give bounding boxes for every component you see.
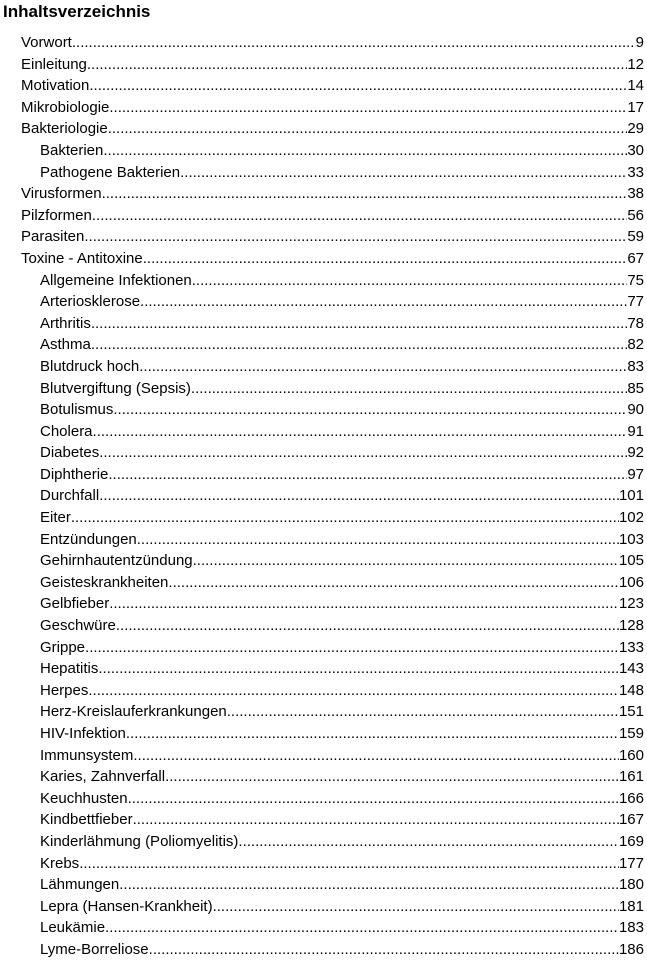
toc-entry-page-number: 91 [627,422,644,440]
toc-entry-page-number: 102 [618,509,644,527]
toc-entry-label: Parasiten [21,228,85,246]
toc-entry[interactable] [0,162,647,184]
toc-entry-page-number: 159 [618,725,644,742]
toc-entry-label: Gelbfieber [40,595,110,613]
toc-dot-leader [126,723,619,745]
toc-entry-page-number: 167 [618,811,644,829]
toc-dot-leader [91,334,627,356]
toc-entry[interactable] [0,745,647,767]
toc-entry[interactable] [0,75,647,97]
toc-entry-page-number: 169 [618,832,644,850]
toc-entry[interactable] [0,270,647,292]
toc-entry-label: Geschwüre [40,617,116,635]
toc-entry-page-number: 97 [627,465,644,483]
toc-entry-page-number: 123 [618,595,644,613]
toc-entry[interactable] [0,485,647,507]
toc-entry-label: Asthma [40,336,91,354]
toc-entry-page-number: 85 [627,379,644,397]
toc-entry-page-number: 75 [627,271,644,289]
toc-entry-page-number: 183 [618,919,644,937]
toc-list [0,32,647,961]
toc-entry[interactable] [0,97,647,119]
toc-entry-page-number: 30 [627,141,644,159]
toc-entry-page-number: 14 [627,77,644,95]
toc-dot-leader [191,378,627,400]
toc-entry[interactable] [0,507,647,529]
toc-dot-leader [99,485,619,507]
toc-dot-leader [87,54,627,76]
toc-entry[interactable] [0,313,647,335]
toc-dot-leader [88,680,619,702]
toc-entry-page-number: 101 [618,487,644,505]
toc-entry-page-number: 82 [627,336,644,354]
toc-dot-leader [108,464,627,486]
toc-entry-label: Durchfall [40,487,100,505]
toc-entry[interactable] [0,356,647,378]
toc-entry-label: Kindbettfieber [40,811,133,829]
toc-entry-label: Herpes [40,681,89,699]
toc-entry-label: Hepatitis [40,660,99,678]
toc-entry-label: Bakterien [40,141,104,159]
toc-entry-page-number: 83 [627,357,644,375]
toc-entry[interactable] [0,853,647,875]
toc-dot-leader [137,529,619,551]
toc-entry-label: Bakteriologie [21,120,108,138]
toc-entry-label: Mikrobiologie [21,98,110,116]
toc-entry-label: Diphtherie [40,465,109,483]
toc-entry[interactable] [0,593,647,615]
toc-entry-label: Eiter [40,509,71,527]
toc-dot-leader [193,550,619,572]
toc-entry-label: Geisteskrankheiten [40,573,169,591]
toc-entry-label: Blutvergiftung (Sepsis) [40,379,191,397]
toc-entry[interactable] [0,658,647,680]
toc-entry-label: Vorwort [21,34,72,51]
toc-entry[interactable] [0,939,647,961]
toc-dot-leader [238,831,619,853]
toc-dot-leader [143,248,628,270]
toc-entry-page-number: 78 [627,314,644,332]
toc-entry-page-number: 9 [635,34,644,51]
toc-entry-page-number: 29 [627,120,644,138]
toc-entry-page-number: 59 [627,228,644,246]
toc-entry-page-number: 77 [627,293,644,311]
toc-entry[interactable] [0,809,647,831]
toc-entry-label: Lähmungen [40,876,120,894]
toc-entry-page-number: 186 [618,940,644,958]
toc-entry-page-number: 38 [627,185,644,203]
toc-dot-leader [140,291,627,313]
toc-entry-page-number: 177 [618,854,644,872]
toc-entry-label: Botulismus [40,401,114,419]
toc-entry[interactable] [0,140,647,162]
toc-entry[interactable] [0,118,647,140]
toc-entry-page-number: 161 [618,768,644,786]
toc-entry-label: Immunsystem [40,746,134,764]
toc-entry[interactable] [0,896,647,918]
toc-dot-leader [227,701,619,723]
toc-entry[interactable] [0,291,647,313]
toc-entry-page-number: 33 [627,163,644,181]
toc-dot-leader [71,507,619,529]
toc-entry-page-number: 180 [618,876,644,894]
toc-entry-page-number: 166 [618,789,644,807]
toc-entry-page-number: 143 [618,660,644,678]
toc-dot-leader [133,745,619,767]
toc-dot-leader [84,226,627,248]
toc-entry-label: Blutdruck hoch [40,357,140,375]
toc-dot-leader [168,572,619,594]
toc-entry-page-number: 151 [618,703,644,721]
toc-dot-leader [116,615,619,637]
toc-dot-leader [99,442,627,464]
toc-entry[interactable] [0,464,647,486]
toc-dot-leader [92,205,627,227]
toc-entry-page-number: 128 [618,617,644,635]
toc-entry[interactable] [0,917,647,939]
toc-entry[interactable] [0,550,647,572]
toc-entry[interactable] [0,637,647,659]
toc-entry[interactable] [0,399,647,421]
toc-entry[interactable] [0,788,647,810]
toc-entry-page-number: 90 [627,401,644,419]
toc-entry-label: Pilzformen [21,206,92,224]
toc-entry[interactable] [0,529,647,551]
toc-dot-leader [109,97,627,119]
toc-entry[interactable] [0,723,647,745]
toc-dot-leader [108,118,628,140]
toc-dot-leader [102,183,628,205]
toc-dot-leader [128,788,619,810]
toc-entry-label: Krebs [40,854,80,872]
toc-entry-label: Karies, Zahnverfall [40,768,166,786]
toc-dot-leader [180,162,627,184]
toc-entry-label: Arthritis [40,314,91,332]
toc-entry[interactable] [0,205,647,227]
toc-entry[interactable] [0,54,647,76]
toc-entry-label: Kinderlähmung (Poliomyelitis) [40,832,239,850]
toc-dot-leader [165,766,619,788]
toc-entry-label: Pathogene Bakterien [40,163,181,181]
toc-entry-label: Allgemeine Infektionen [40,271,192,289]
toc-entry[interactable] [0,572,647,594]
toc-entry-label: Gehirnhautentzündung [40,552,193,570]
toc-entry[interactable] [0,421,647,443]
toc-entry-label: Lyme-Borreliose [40,940,149,958]
toc-entry[interactable] [0,680,647,702]
toc-entry[interactable] [0,248,647,270]
toc-entry-page-number: 181 [618,897,644,915]
toc-entry-label: HIV-Infektion [40,725,126,742]
toc-entry-page-number: 12 [627,55,644,73]
toc-entry-label: Motivation [21,77,90,95]
toc-dot-leader [109,593,619,615]
toc-entry-label: Cholera [40,422,93,440]
toc-entry-label: Herz-Kreislauferkrankungen [40,703,227,721]
toc-title: Inhaltsverzeichnis [3,2,151,21]
toc-entry-label: Einleitung [21,55,87,73]
toc-entry-page-number: 148 [618,681,644,699]
toc-entry[interactable] [0,615,647,637]
toc-entry-page-number: 92 [627,444,644,462]
toc-entry[interactable] [0,183,647,205]
toc-entry-page-number: 105 [618,552,644,570]
toc-entry-page-number: 67 [627,249,644,267]
toc-entry-label: Lepra (Hansen-Krankheit) [40,897,213,915]
toc-dot-leader [119,874,619,896]
toc-dot-leader [91,313,627,335]
toc-entry-label: Entzündungen [40,530,137,548]
toc-dot-leader [79,853,619,875]
toc-dot-leader [93,421,628,443]
toc-entry-label: Keuchhusten [40,789,128,807]
toc-entry-page-number: 17 [627,98,644,116]
toc-dot-leader [139,356,627,378]
toc-entry[interactable] [0,701,647,723]
toc-entry-label: Arteriosklerose [40,293,141,311]
toc-dot-leader [98,658,619,680]
toc-entry-page-number: 106 [618,573,644,591]
toc-entry-label: Grippe [40,638,86,656]
toc-dot-leader [89,75,627,97]
toc-entry[interactable] [0,226,647,248]
toc-dot-leader [133,809,619,831]
toc-entry[interactable] [0,378,647,400]
toc-entry[interactable] [0,442,647,464]
toc-entry[interactable] [0,334,647,356]
toc-entry-page-number: 133 [618,638,644,656]
toc-dot-leader [72,32,636,54]
toc-dot-leader [192,270,628,292]
toc-entry-page-number: 160 [618,746,644,764]
toc-entry-label: Leukämie [40,919,106,937]
toc-entry[interactable] [0,874,647,896]
toc-entry-label: Toxine - Antitoxine [21,249,143,267]
toc-entry-page-number: 103 [618,530,644,548]
toc-dot-leader [213,896,619,918]
toc-dot-leader [149,939,619,961]
toc-entry[interactable] [0,831,647,853]
toc-dot-leader [85,637,619,659]
toc-entry-label: Diabetes [40,444,100,462]
toc-dot-leader [105,917,619,939]
toc-entry[interactable] [0,766,647,788]
toc-entry[interactable] [0,32,647,54]
toc-entry-page-number: 56 [627,206,644,224]
toc-dot-leader [113,399,627,421]
toc-entry-label: Virusformen [21,185,102,203]
toc-dot-leader [103,140,627,162]
